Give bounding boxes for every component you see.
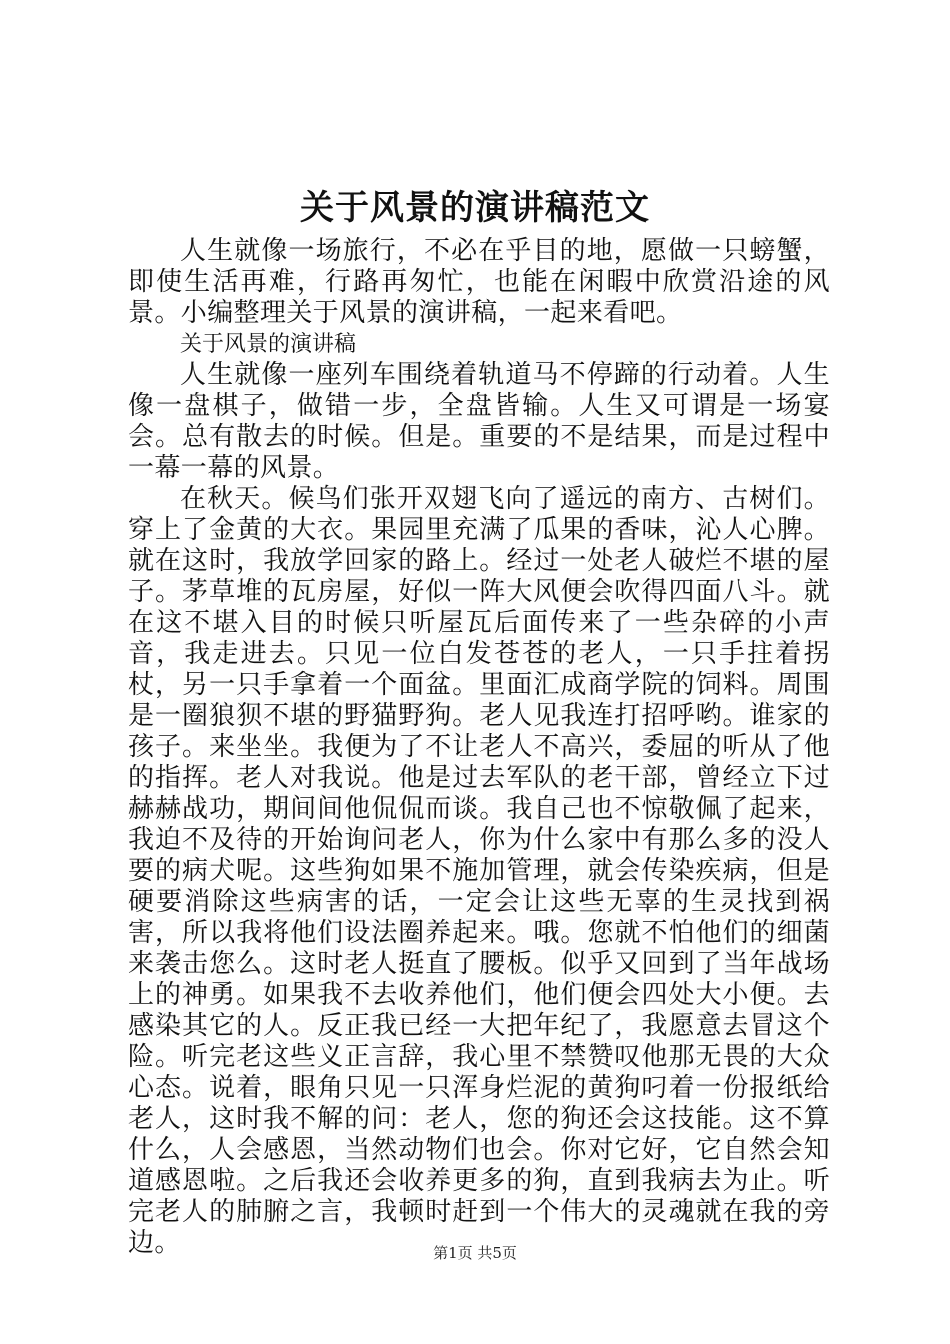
- section-heading: 关于风景的演讲稿: [180, 332, 357, 357]
- body-paragraph: 人生就像一座列车围绕着轨道马不停蹄的行动着。人生像一盘棋子，做错一步，全盘皆输。人生又可谓是一场宴会。总有散去的时候。但是。重要的不是结果，而是过程中一幕一幕的风景。: [128, 360, 830, 483]
- document-body: [128, 236, 830, 1259]
- intro-paragraph: 人生就像一场旅行，不必在乎目的地，愿做一只螃蟹，即使生活再难，行路再匆忙，也能在闲暇中欣赏沿途的风景。小编整理关于风景的演讲稿，一起来看吧。: [128, 236, 830, 328]
- body-paragraph: 在秋天。候鸟们张开双翅飞向了遥远的南方、古树们。穿上了金黄的大衣。果园里充满了瓜果的香味，沁人心脾。就在这时，我放学回家的路上。经过一处老人破烂不堪的屋子。茅草堆的瓦房屋，好似一阵大风便会吹得四面八斗。就在这不堪入目的时候只听屋瓦后面传来了一些杂碎的小声音，我走进去。只见一位白发苍苍的老人，一只手拄着拐杖，另一只手拿着一个面盆。里面汇成商学院的饲料。周围是一圈狼狈不堪的野猫野狗。老人见我连打招呼哟。谁家的孩子。来坐坐。我便为了不让老人不高兴，委屈的听从了他的指挥。老人对我说。他是过去军队的老干部，曾经立下过赫赫战功，期间间他侃侃而谈。我自己也不惊敬佩了起来，我迫不及待的开始询问老人，你为什么家中有那么多的没人要的病犬呢。这些狗如果不施加管理，就会传染疾病，但是硬要消除这些病害的话，一定会让这些无辜的生灵找到祸害，所以我将他们设法圈养起来。哦。您就不怕他们的细菌来袭击您么。这时老人挺直了腰板。似乎又回到了当年战场上的神勇。如果我不去收养他们，他们便会四处大小便。去感染其它的人。反正我已经一大把年纪了，我愿意去冒这个险。听完老这些义正言辞，我心里不禁赞叹他那无畏的大众心态。说着，眼角只见一只浑身烂泥的黄狗叼着一份报纸给老人，这时我不解的问：老人，您的狗还会这技能。这不算什么，人会感恩，当然动物们也会。你对它好，它自然会知道感恩啦。之后我还会收养更多的狗，直到我病去为止。听完老人的肺腑之言，我顿时赶到一个伟大的灵魂就在我的旁边。: [128, 484, 830, 1258]
- page-number-footer: 第1页 共5页: [433, 1244, 517, 1262]
- document-title: 关于风景的演讲稿范文: [300, 188, 650, 228]
